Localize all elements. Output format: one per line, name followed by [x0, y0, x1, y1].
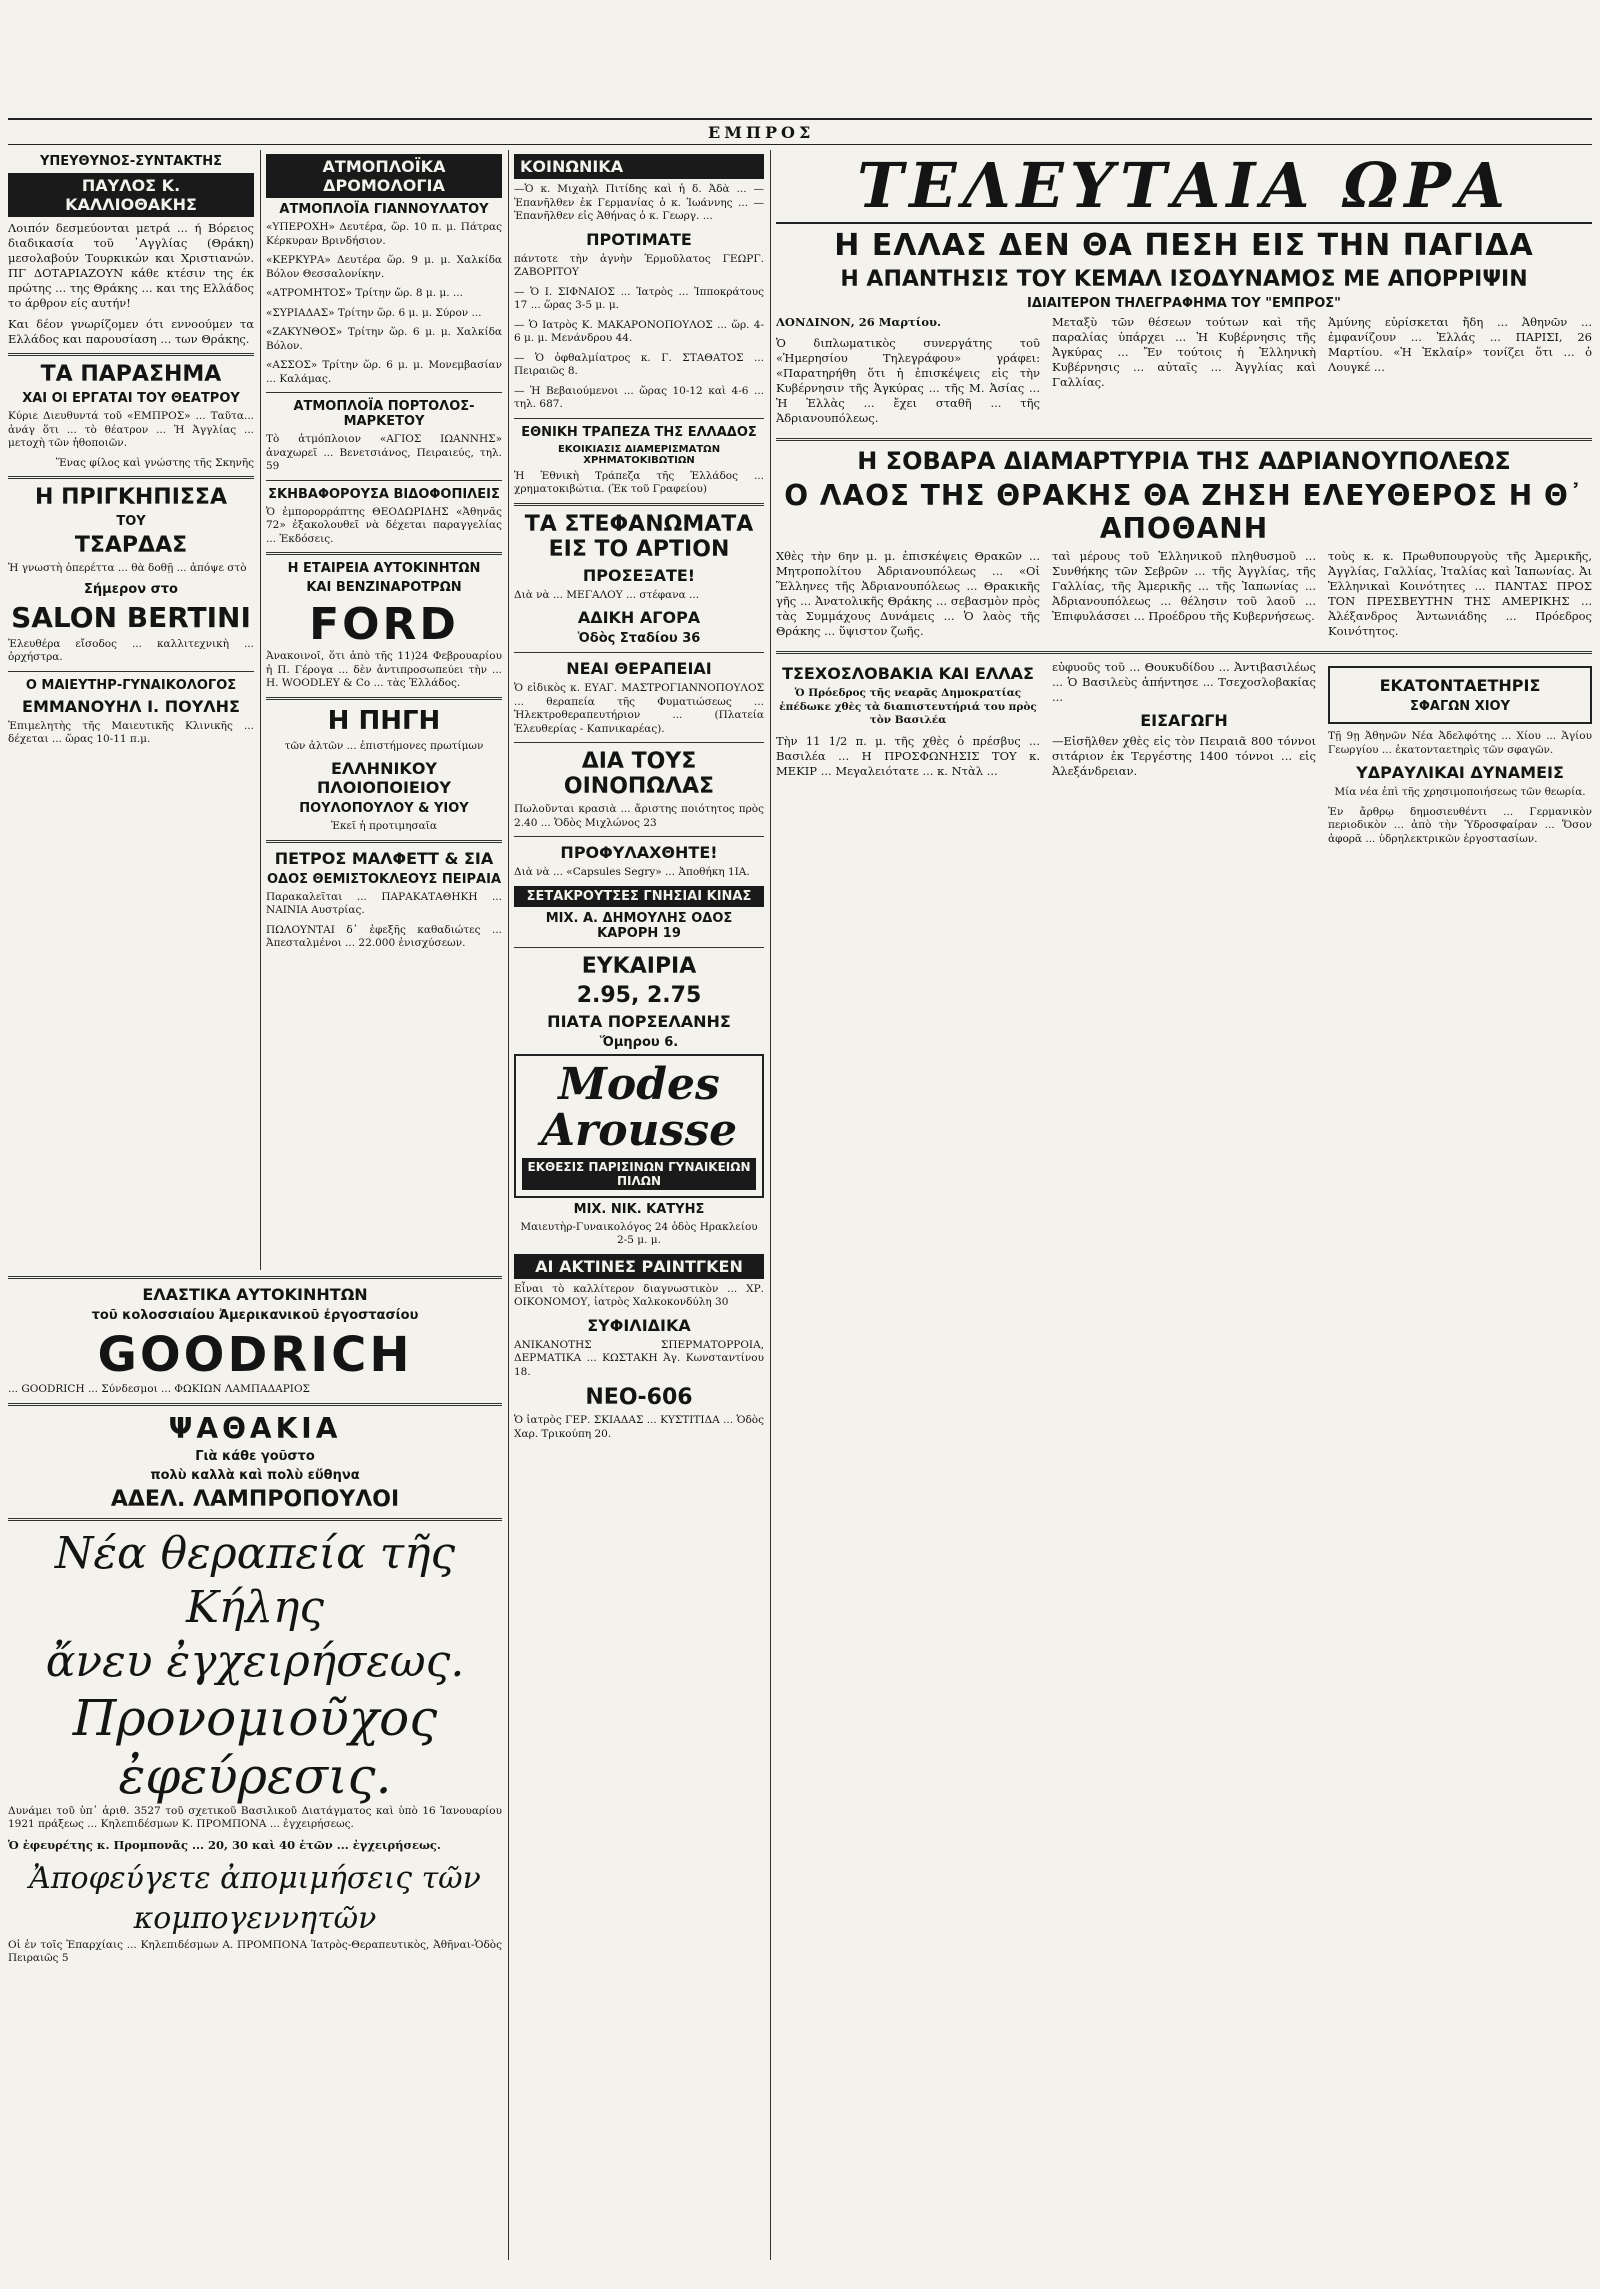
doctor5-text: — Ἡ Βεβαιούμενοι ... ὥρας 10-12 καὶ 4-6 ... τηλ. 687.: [514, 384, 764, 410]
masthead-title: ΕΜΠΡΟΣ: [708, 122, 815, 142]
ship3-title: ΣΚΗΒΑΦΟΡΟΥΣΑ ΒΙΔΟΦΟΠΙΛΕΙΣ: [268, 486, 500, 502]
chios-text: Τῇ 9ῃ Ἀθηνῶν Νέα Ἀδελφότης ... Χίου ... Ἁγίου Γεωργίου ... ἐκατονταετηρὶς τῶν σφαγῶν.: [1328, 730, 1592, 756]
parasima-text: Κύριε Διευθυντά τοῦ «ΕΜΠΡΟΣ» ... Ταῦτα... ἀνάγ ὅτι ... τὸ θέατρον ... Ἡ Ἀγγλίας ... μετοχὴ τῶν ἡθοποιῶν.: [8, 410, 254, 449]
doctor4-text: — Ὁ ὀφθαλμίατρος κ. Γ. ΣΤΑΘΑΤΟΣ ... Πειραιῶς 8.: [514, 351, 764, 377]
bank-title: ΕΘΝΙΚΗ ΤΡΑΠΕΖΑ ΤΗΣ ΕΛΛΑΔΟΣ: [521, 424, 757, 440]
plates-price: 2.95, 2.75: [576, 982, 702, 1008]
wreath-subtitle: ΠΡΟΣΕΞΑΤΕ!: [582, 565, 696, 585]
ship-subtitle: ΑΤΜΟΠΛΟΪΑ ΓΙΑΝΝΟΥΛΑΤΟΥ: [279, 202, 489, 217]
syph-text: ΑΝΙΚΑΝΟΤΗΣ ΣΠΕΡΜΑΤΟΡΡΟΙΑ, ΔΕΡΜΑΤΙΚΑ ... ΚΩΣΤΑΚΗ Ἀγ. Κωνσταντίνου 18.: [514, 1338, 764, 1378]
ship-text-4: «ΣΥΡΙΑΔΑΣ» Τρίτην ὥρ. 6 μ. μ. Σύρον ...: [266, 306, 482, 319]
intro-text: Λοιπόν δεσμεύονται μετρά ... ή Βόρειος διαδικασία τοῦ ᾽Αγγλίας (Θράκη) μεσολαβούν Τουρκικών και Χριστιανών. ΠΓ ΔΟΤΑΡΙΑΖΟΥΝ κάθε κτέσιν της έκ πρώτης ... της Θράκης ... και της Ελλάδος το άρθρον είς αυτήν!: [8, 221, 254, 310]
doctor-text: Ἐπιμελητὴς τῆς Μαιευτικῆς Κλινικῆς ... δέχεται ... ὥρας 10-11 π.μ.: [8, 719, 254, 745]
agora-title: ΑΔΙΚΗ ΑΓΟΡΑ: [577, 608, 701, 627]
princess-sub-1: ΤΟΥ: [116, 514, 146, 529]
ford-text: Ἀνακοινοῖ, ὅτι ἀπὸ τῆς 11)24 Φεβρουαρίου ἡ Π. Γέρογα ... δὲν ἀντιπροσωπεύει τὴν ... H. WOODLEY & Co ... τὰς Ἐλλάδος.: [266, 650, 502, 689]
cure-footer: Ἀποφεύγετε ἀπομιμήσεις τῶν κομπογεννητῶν: [29, 1860, 481, 1936]
masthead: [8, 118, 1592, 145]
ship-text-2: «ΚΕΡΚΥΡΑ» Δευτέρα ὥρ. 9 μ. μ. Χαλκίδα Βόλον Θεσσαλονίκην.: [266, 254, 502, 280]
editor-label: ΥΠΕΥΘΥΝΟΣ-ΣΥΝΤΑΚΤΗΣ: [39, 154, 223, 169]
ship-text-1: «ΥΠΕΡΟΧΗ» Δευτέρα, ὥρ. 10 π. μ. Πάτρας Κέρκυραν Βρινδήσιον.: [266, 221, 502, 247]
psathakia-brand: ΑΔΕΛ. ΛΑΜΠΡΟΠΟΥΛΟΙ: [110, 1486, 400, 1512]
salon-text: Ἐλευθέρα εἴσοδος ... καλλιτεχνικὴ ... ὀρχήστρα.: [8, 637, 254, 663]
headline-1: Η ΕΛΛΑΣ ΔΕΝ ΘΑ ΠΕΣΗ ΕΙΣ ΤΗΝ ΠΑΓΙΔΑ: [834, 228, 1534, 263]
goodrich-logo: GOODRICH: [97, 1327, 413, 1383]
ship2-text: Τὸ ἀτμόπλοιον «ΑΓΙΟΣ ΙΩΑΝΝΗΣ» ἀναχωρεῖ ... Βενετσιάνος, Πειραιεύς, τηλ. 59: [266, 433, 502, 472]
ploio-text: Ἐκεῖ ἡ προτιμησαῖα: [331, 820, 437, 832]
cure-line-1: Νέα θεραπεία τῆς Κήλης: [54, 1527, 456, 1633]
neo-text: Ὁ ἰατρὸς ΓΕΡ. ΣΚΙΑΔΑΣ ... ΚΥΣΤΙΤΙΔΑ ... Ὁδὸς Χαρ. Τρικούπη 20.: [514, 1414, 764, 1440]
princess-text: Ἡ γνωστὴ ὀπερέττα ... θὰ δοθῇ ... ἀπόψε στὸ: [8, 562, 247, 574]
psathakia-subtitle: Γιὰ κάθε γοῦστο: [195, 1448, 315, 1464]
main-banner: ΤΕΛΕΥΤΑΙΑ ΩΡΑ: [776, 150, 1592, 224]
parasima-signature: Ἕνας φίλος καὶ γνώστης τῆς Σκηνῆς: [55, 456, 254, 469]
bottom-1-subtitle: Ὁ Πρόεδρος τῆς νεαρᾶς Δημοκρατίας ἐπέδωκε χθὲς τὰ διαπιστευτήριά του πρὸς τὸν Βασιλέα: [779, 687, 1037, 726]
bottom-1-text: Τὴν 11 1/2 π. μ. τῆς χθὲς ὁ πρέσβυς ... Βασιλέα ... Η ΠΡΟΣΦΩΝΗΣΙΣ ΤΟΥ κ. ΜΕΚΙΡ ... Μεγαλειότατε ... κ. Ντὰλ ...: [776, 733, 1040, 778]
parasima-title: ΤΑ ΠΑΡΑΣΗΜΑ: [40, 362, 222, 387]
princess-sub-2: ΤΣΑΡΔΑΣ: [74, 533, 188, 558]
water-text: Ἐν ἄρθρῳ δημοσιευθέντι ... Γερμανικὸν περιοδικὸν ... ἀπὸ τὴν Ὑδροσφαίραν ... Ὅσον ἀφορᾶ ... ὑδρηλεκτρικῶν ἐργοστασίων.: [1328, 805, 1592, 845]
doctor-title: Ο ΜΑΙΕΥΤΗΡ-ΓΥΝΑΙΚΟΛΟΓΟΣ: [25, 677, 237, 693]
protimate-text: πάντοτε τὴν ἁγνὴν Ἐρμοῦλατος ΓΕΩΡΓ. ΖΑΒΟΡΙΤΟΥ: [514, 252, 764, 278]
salon-name: SALON BERTINI: [11, 600, 251, 634]
modes-subtitle: ΕΚΘΕΣΙΣ ΠΑΡΙΣΙΝΩΝ ΓΥΝΑΙΚΕΙΩΝ ΠΙΛΩΝ: [522, 1158, 756, 1190]
neo-title: ΝΕΟ-606: [585, 1385, 693, 1410]
column-2: [266, 150, 502, 957]
story-1-col-3: Ἀμύνης εὑρίσκεται ἤδη ... Ἀθηνῶν ... ἐμφανίζουν ... Ἑλλάς ... ΠΑΡΙΣΙ, 26 Μαρτίου. «Ἡ Ἐκλαίρ» τονίζει ὅτι ... ὁ Λουγκέ ...: [1328, 315, 1592, 374]
import-title: ΕΙΣΑΓΩΓΗ: [1140, 711, 1228, 730]
petros-text: Παρακαλεῖται ... ΠΑΡΑΚΑΤΑΘΗΚΗ ... ΝΑΙΝΙΑ Αυστρίας.: [266, 890, 502, 916]
editor-name: ΠΑΥΛΟΣ Κ. ΚΑΛΛΙΟΘΑΚΗΣ: [8, 173, 254, 217]
cure-line-2: ἄνευ ἐγχειρήσεως.: [45, 1635, 465, 1687]
kili-cure-ad: [8, 1527, 502, 1805]
neoi-title: ΝΕΑΙ ΘΕΡΑΠΕΙΑΙ: [566, 659, 712, 678]
newspaper-page: [8, 0, 1592, 2289]
modes-address: ΜΙΧ. ΝΙΚ. ΚΑΤΥΗΣ: [573, 1201, 705, 1217]
goodrich-subtitle: τοῦ κολοσσιαίου Ἀμερικανικοῦ ἐργοστασίου: [91, 1308, 419, 1323]
social-text: —Ὁ κ. Μιχαὴλ Πιτίδης καὶ ἡ δ. Ἀδὰ ... —Ἐπανῆλθεν ἐκ Γερμανίας ὁ κ. Ἰωάννης ... — Ἐπανῆλθεν εἰς Ἀθήνας ὁ κ. Γεωργ. ...: [514, 183, 764, 222]
modes-address-2: Μαιευτὴρ-Γυναικολόγος 24 ὁδὸς Ηρακλείου 2-5 μ. μ.: [520, 1220, 758, 1246]
pigi-title: Η ΠΗΓΗ: [327, 705, 441, 736]
dateline: ΛΟΝΔΙΝΟΝ, 26 Μαρτίου.: [776, 315, 941, 329]
goodrich-text: ... GOODRICH ... Σύνδεσμοι ... ΦΩΚΙΩΝ ΛΑΜΠΑΔΑΡΙΟΣ: [8, 1383, 310, 1395]
plates-title: ΕΥΚΑΙΡΙΑ: [581, 953, 697, 979]
chios-subtitle: ΣΦΑΓΩΝ ΧΙΟΥ: [1409, 699, 1511, 714]
doctor-name: ΕΜΜΑΝΟΥΗΛ Ι. ΠΟΥΛΗΣ: [22, 696, 240, 716]
main-section: [776, 150, 1592, 2270]
water-subtitle: Μία νέα ἐπὶ τῆς χρησιμοποιήσεως τῶν θεωρία.: [1334, 786, 1586, 798]
petros-title: ΠΕΤΡΟΣ ΜΑΛΦΕΤΤ & ΣΙΑ: [274, 848, 494, 868]
wreath-title: ΤΑ ΣΤΕΦΑΝΩΜΑΤΑ ΕΙΣ ΤΟ ΑΡΤΙΟΝ: [524, 511, 754, 562]
xray-title: ΑΙ ΑΚΤΙΝΕΣ ΡΑΙΝΤΓΚΕΝ: [514, 1254, 764, 1279]
story-1-col-1: Ὁ διπλωματικὸς συνεργάτης τοῦ «Ἡμερησίου Τηλεγράφου» γράφει: «Παρατηρήθη ὅτι ἡ ἐπισκέψεις εἰς τὴν Κυβέρνησιν τῆς Ἀγκύρας ... τῆς Μ. Ἀσίας ... Ἡ Ἑλλὰς ... ἔχει σταθῆ ... τῆς Ἀδριανουπόλεως.: [776, 336, 1040, 425]
column-1: [8, 150, 254, 753]
cure-text-2: Ὁ ἐφευρέτης κ. Προμπονᾶς ... 20, 30 καὶ 40 ἐτῶν ... ἐγχειρήσεως.: [8, 1837, 441, 1852]
doctor2-text: — Ὁ Ι. ΣΙΦΝΑΙΟΣ ... Ἰατρὸς ... Ἰπποκράτους 17 ... ὥρας 3-5 μ. μ.: [514, 285, 764, 311]
cure-line-3: Προνομιοῦχος ἐφεύρεσις.: [72, 1688, 438, 1805]
plates-subtitle: ΠΙΑΤΑ ΠΟΡΣΕΛΑΝΗΣ: [547, 1011, 731, 1031]
story-2-col-3: τοὺς κ. κ. Πρωθυπουργοὺς τῆς Ἀμερικῆς, Ἀγγλίας, Γαλλίας, Ἰταλίας καὶ Ἰαπωνίας. Ἀι Ἑλληνικαὶ Κοινότητες ... ΠΑΝΤΑΣ ΠΡΟΣ ΤΟΝ ΠΡΕΣΒΕΥΤΗΝ ΤΗΣ ΑΜΕΡΙΚΗΣ ... Ἀλέξανδρος Ἀντωνιάδης ... Πρόεδρος Κοινότητος.: [1328, 549, 1592, 638]
ploio-subtitle: ΠΟΥΛΟΠΟΥΛΟΥ & ΥΙΟΥ: [299, 801, 469, 816]
pigi-text: τῶν ἀλτῶν ... ἐπιστήμονες πρωτίμων: [284, 739, 484, 752]
headline-5: Ο ΛΑΟΣ ΤΗΣ ΘΡΑΚΗΣ ΘΑ ΖΗΣΗ ΕΛΕΥΘΕΡΟΣ Η Θ᾽ ΑΠΟΘΑΝΗ: [784, 479, 1584, 545]
headline-2: Η ΑΠΑΝΤΗΣΙΣ ΤΟΥ ΚΕΜΑΛ ΙΣΟΔΥΝΑΜΟΣ ΜΕ ΑΠΟΡΡΙΨΙΝ: [840, 267, 1528, 292]
doctor3-text: — Ὁ Ιατρὸς Κ. ΜΑΚΑΡΟΝΟΠΟΥΛΟΣ ... ὥρ. 4-6 μ. μ. Μενάνδρου 44.: [514, 318, 764, 344]
ship2-title: ΑΤΜΟΠΛΟΪΑ ΠΟΡΤΟΛΟΣ-ΜΑΡΚΕΤΟΥ: [293, 399, 475, 429]
bottom-1-title: ΤΣΕΧΟΣΛΟΒΑΚΙΑ ΚΑΙ ΕΛΛΑΣ: [782, 664, 1034, 683]
cure-footer-2: Οἱ ἐν τοῖς Ἐπαρχίαις ... Κηλεπιδέσμων Α. ΠΡΟΜΠΟΝΑ Ἰατρὸς-Θεραπευτικὸς, Ἀθῆναι-Ὁδὸς Πειραιῶς 5: [8, 1938, 502, 1964]
bottom-left-ads: [8, 1270, 502, 2270]
bottom-stories: [776, 660, 1592, 852]
plates-address: Ὅμηρου 6.: [599, 1034, 679, 1050]
import-text: —Εἰσῆλθεν χθὲς εἰς τὸν Πειραιᾶ 800 τόννοι σιτάριον ἐκ Τεργέστης 1400 τόννοι ... εἰς Ἀλεξάνδρειαν.: [1052, 734, 1316, 778]
intro-text-2: Και δέον γνωρίζομεν ότι εννοούμεν τα Ελλάδος και παρουσίαση ... των Θράκης.: [8, 317, 254, 346]
petros-text-2: ΠΩΛΟΥΝΤΑΙ δ᾽ ἐφεξῆς καθαδιώτες ... Ἀπεσταλμένοι ... 22.000 ἐνισχύσεων.: [266, 923, 502, 949]
caution-text: Διὰ νὰ ... «Capsules Segry» ... Ἀποθήκη 1ΙΑ.: [514, 866, 750, 878]
column-3: [514, 150, 764, 2270]
agora-subtitle: Ὁδὸς Σταδίου 36: [577, 631, 701, 646]
ship-title: ΑΤΜΟΠΛΟΪΚΑ ΔΡΟΜΟΛΟΓΙΑ: [266, 154, 502, 198]
xray-text: Εἶναι τὸ καλλίτερον διαγνωστικὸν ... ΧΡ. ΟΙΚΟΝΟΜΟΥ, ἰατρὸς Χαλκοκονδύλη 30: [514, 1282, 764, 1308]
psathakia-title: ΨΑΘΑΚΙΑ: [168, 1411, 342, 1445]
modes-brand-2: Arousse: [540, 1104, 738, 1156]
ship-text-3: «ΑΤΡΟΜΗΤΟΣ» Τρίτην ὥρ. 8 μ. μ. ...: [266, 287, 463, 299]
cure-text: Δυνάμει τοῦ ὑπ᾽ ἀριθ. 3527 τοῦ σχετικοῦ Βασιλικοῦ Διατάγματος καὶ ὑπὸ 16 Ἰανουαρίου 1921 πράξεως ... Κηλεπιδέσμων Κ. ΠΡΟΜΠΟΝΑ ... ἐγχειρήσεως.: [8, 1804, 502, 1830]
protimate-title: ΠΡΟΤΙΜΑΤΕ: [586, 229, 692, 249]
headline-4: Η ΣΟΒΑΡΑ ΔΙΑΜΑΡΤΥΡΙΑ ΤΗΣ ΑΔΡΙΑΝΟΥΠΟΛΕΩΣ: [857, 447, 1511, 475]
china-subtitle: ΜΙΧ. Α. ΔΗΜΟΥΛΗΣ ΟΔΟΣ ΚΑΡΟΡΗ 19: [545, 910, 733, 941]
syph-title: ΣΥΦΙΛΙΔΙΚΑ: [587, 1315, 691, 1335]
story-1-col-2: Μεταξὺ τῶν θέσεων τούτων καὶ τῆς παραλίας ὑπάρχει ... Ἡ Κυβέρνησις τῆς Ἀγκύρας ... Ἔν τούτοις ἡ Ἑλληνικὴ Κυβέρνησις ... αὐταῖς ... Ἀγγλίας καὶ Γαλλίας.: [1052, 315, 1316, 389]
story-2: [776, 549, 1592, 645]
ploio-title: ΕΛΛΗΝΙΚΟΥ ΠΛΟΙΟΠΟΙΕΙΟΥ: [317, 759, 451, 797]
princess-title: Η ΠΡΙΓΚΗΠΙΣΣΑ: [35, 485, 227, 510]
salon-label: Σήμερον στο: [84, 581, 178, 597]
bank-text: Ἡ Ἐθνικὴ Τράπεζα τῆς Ἑλλάδος ... χρηματοκιβώτια. (Ἐκ τοῦ Γραφείου): [514, 469, 764, 495]
modes-brand-1: Modes: [558, 1058, 720, 1110]
chios-title: ΕΚΑΤΟΝΤΑΕΤΗΡΙΣ: [1379, 676, 1541, 695]
story-1: [776, 315, 1592, 432]
ford-logo: FORD: [309, 599, 459, 650]
caution-title: ΠΡΟΦΥΛΑΧΘΗΤΕ!: [560, 843, 718, 862]
story-2-col-1: Χθὲς τὴν 6ην μ. μ. ἐπισκέψεις Θρακῶν ... Μητροπολίτου Ἀδριανουπόλεως ... «Οἱ Ἕλληνες τῆς Ἀδριανουπόλεως ... Θρακικῆς γῆς ... Ἀνατολικῆς Θράκης ... σεβασμὸν πρὸς τὰς Συμμάχους Δυνάμεις ... Ὁ λαὸς τῆς Θράκης ... ὕψιστον ζωῆς.: [776, 549, 1040, 638]
ship-text-6: «ΑΣΣΟΣ» Τρίτην ὥρ. 6 μ. μ. Μονεμβασίαν ... Καλάμας.: [266, 359, 502, 385]
ship-text-5: «ΖΑΚΥΝΘΟΣ» Τρίτην ὥρ. 6 μ. μ. Χαλκίδα Βόλον.: [266, 326, 502, 352]
wreath-text: Διὰ νὰ ... ΜΕΓΑΛΟΥ ... στέφανα ...: [514, 588, 700, 601]
ford-title-1: Η ΕΤΑΙΡΕΙΑ ΑΥΤΟΚΙΝΗΤΩΝ: [287, 561, 481, 576]
china-title: ΣΕΤΑΚΡΟΥΤΣΕΣ ΓΝΗΣΙΑΙ ΚΙΝΑΣ: [514, 886, 764, 907]
goodrich-title: ΕΛΑΣΤΙΚΑ ΑΥΤΟΚΙΝΗΤΩΝ: [142, 1285, 368, 1304]
ship3-text: Ὁ ἐμπορορράπτης ΘΕΟΔΩΡΙΔΗΣ «Ἁθηνᾶς 72» ἐξακολουθεῖ νὰ δέχεται παραγγελίας ... Ἐκδόσεις.: [266, 505, 502, 545]
water-title: ΥΔΡΑΥΛΙΚΑΙ ΔΥΝΑΜΕΙΣ: [1356, 763, 1564, 782]
parasima-subtitle: ΧΑΙ ΟΙ ΕΡΓΑΤΑΙ ΤΟΥ ΘΕΑΤΡΟΥ: [22, 391, 240, 406]
bank-subtitle: ΕΚΟΙΚΙΑΣΙΣ ΔΙΑΜΕΡΙΣΜΑΤΩΝ ΧΡΗΜΑΤΟΚΙΒΩΤΙΩΝ: [557, 443, 721, 466]
petros-subtitle: ΟΔΟΣ ΘΕΜΙΣΤΟΚΛΕΟΥΣ ΠΕΙΡΑΙΑ: [266, 871, 502, 887]
modes-arousse-ad: [514, 1054, 764, 1198]
social-title: ΚΟΙΝΩΝΙΚΑ: [514, 154, 764, 179]
neoi-text: Ὁ εἰδικὸς κ. ΕΥΑΓ. ΜΑΣΤΡΟΓΙΑΝΝΟΠΟΥΛΟΣ ... θεραπεία τῆς Φυματιώσεως ... Ἡλεκτροθεραπευτήριον ... (Πλατεία Ἐλευθερίας - Καπνικαρέας).: [514, 682, 764, 735]
headline-3: ΙΔΙΑΙΤΕΡΟΝ ΤΗΛΕΓΡΑΦΗΜΑ ΤΟΥ "ΕΜΠΡΟΣ": [1027, 296, 1341, 311]
wine-text: Πωλοῦνται κρασιὰ ... ἄριστης ποιότητος πρὸς 2.40 ... Ὁδὸς Μιχλώνος 23: [514, 803, 764, 829]
psathakia-subtitle-2: πολὺ καλλὰ καὶ πολὺ εὔθηνα: [150, 1467, 360, 1483]
story-2-col-2: ταὶ μέρους τοῦ Ἑλληνικοῦ πληθυσμοῦ ... Συνθήκης τῶν Σεβρῶν ... τῆς Ἀγγλίας, τῆς Γαλλίας, τῆς Ἀμερικῆς ... τῆς Ἰαπωνίας ... Ἀδριανουπόλεως ... θέλησιν τοῦ λαοῦ ... Ἐπιφυλάσσει ... Προέδρου τῆς Κυβερνήσεως.: [1052, 549, 1316, 623]
ford-title-2: ΚΑΙ ΒΕΝΖΙΝΑΡΟΤΡΩΝ: [306, 580, 462, 595]
bottom-1-text-2: εὐφυοῦς τοῦ ... Θουκυδίδου ... Ἀντιβασιλέως ... Ὁ Βασιλεὺς ἀπήντησε ... Τσεχοσλοβακίας ...: [1052, 660, 1316, 704]
wine-title: ΔΙΑ ΤΟΥΣ ΟΙΝΟΠΩΛΑΣ: [563, 749, 715, 799]
